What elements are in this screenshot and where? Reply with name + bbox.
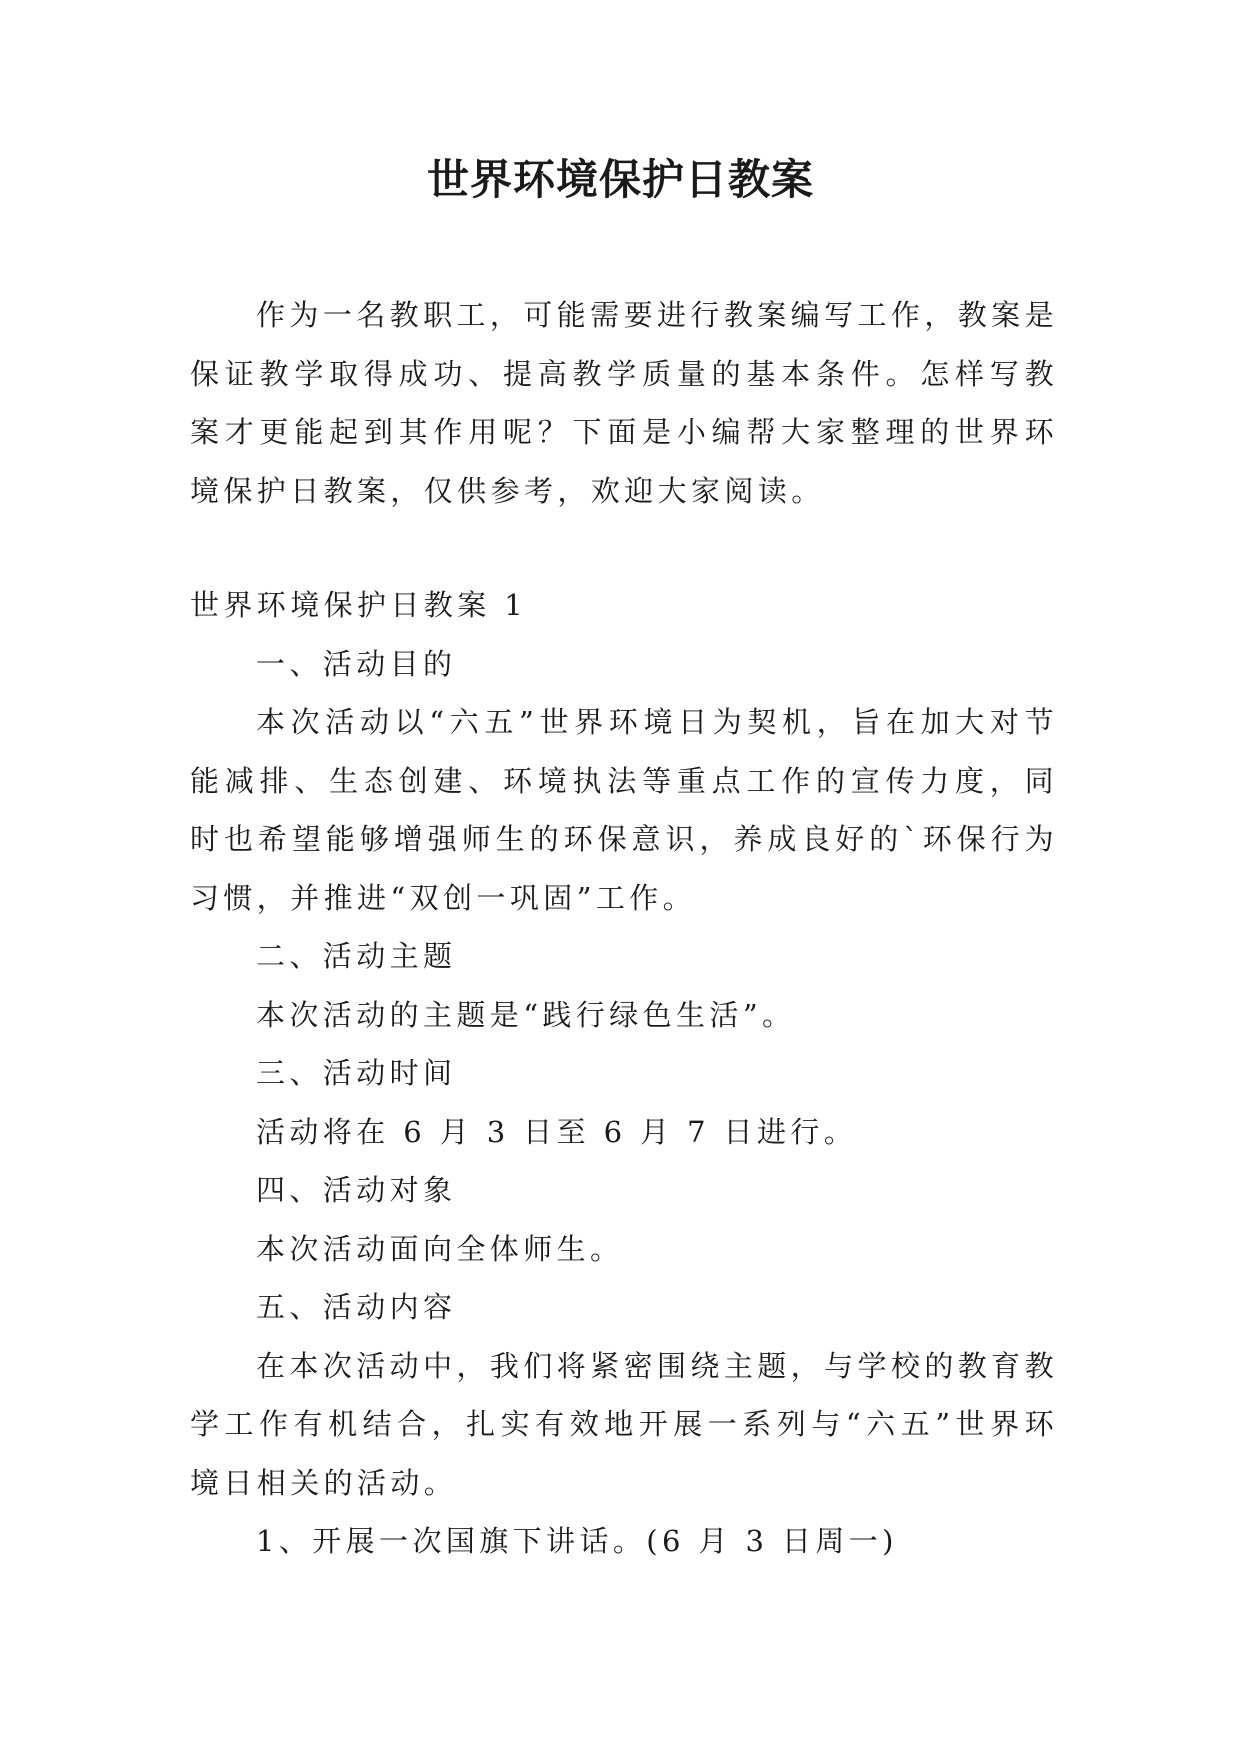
- heading-time: 三、活动时间: [256, 1056, 457, 1090]
- paragraph-purpose: 本次活动以“六五”世界环境日为契机，旨在加大对节能减排、生态创建、环境执法等重点工作的宣传力度，同时也希望能够增强师生的环保意识，养成良好的`环保行为习惯，并推进“双创一巩固”工作。: [190, 705, 1058, 915]
- intro-paragraph: 作为一名教职工，可能需要进行教案编写工作，教案是保证教学取得成功、提高教学质量的基本条件。怎样写教案才更能起到其作用呢？下面是小编帮大家整理的世界环境保护日教案，仅供参考，欢迎大家阅读。: [190, 298, 1058, 508]
- heading-purpose: 一、活动目的: [256, 646, 457, 681]
- list-item-1: 1、开展一次国旗下讲话。(6 月 3 日周一): [256, 1524, 898, 1558]
- paragraph-audience: 本次活动面向全体师生。: [256, 1231, 624, 1266]
- heading-audience: 四、活动对象: [256, 1173, 457, 1207]
- heading-content: 五、活动内容: [256, 1290, 457, 1324]
- paragraph-theme: 本次活动的主题是“践行绿色生活”。: [256, 997, 796, 1032]
- document-title: 世界环境保护日教案: [426, 155, 814, 204]
- paragraph-time: 活动将在 6 月 3 日至 6 月 7 日进行。: [256, 1114, 858, 1149]
- section-title: 世界环境保护日教案 1: [190, 588, 528, 622]
- document-body: [190, 286, 1058, 1571]
- paragraph-content: 在本次活动中，我们将紧密围绕主题，与学校的教育教学工作有机结合，扎实有效地开展一系列与“六五”世界环境日相关的活动。: [190, 1348, 1058, 1500]
- heading-theme: 二、活动主题: [256, 939, 457, 973]
